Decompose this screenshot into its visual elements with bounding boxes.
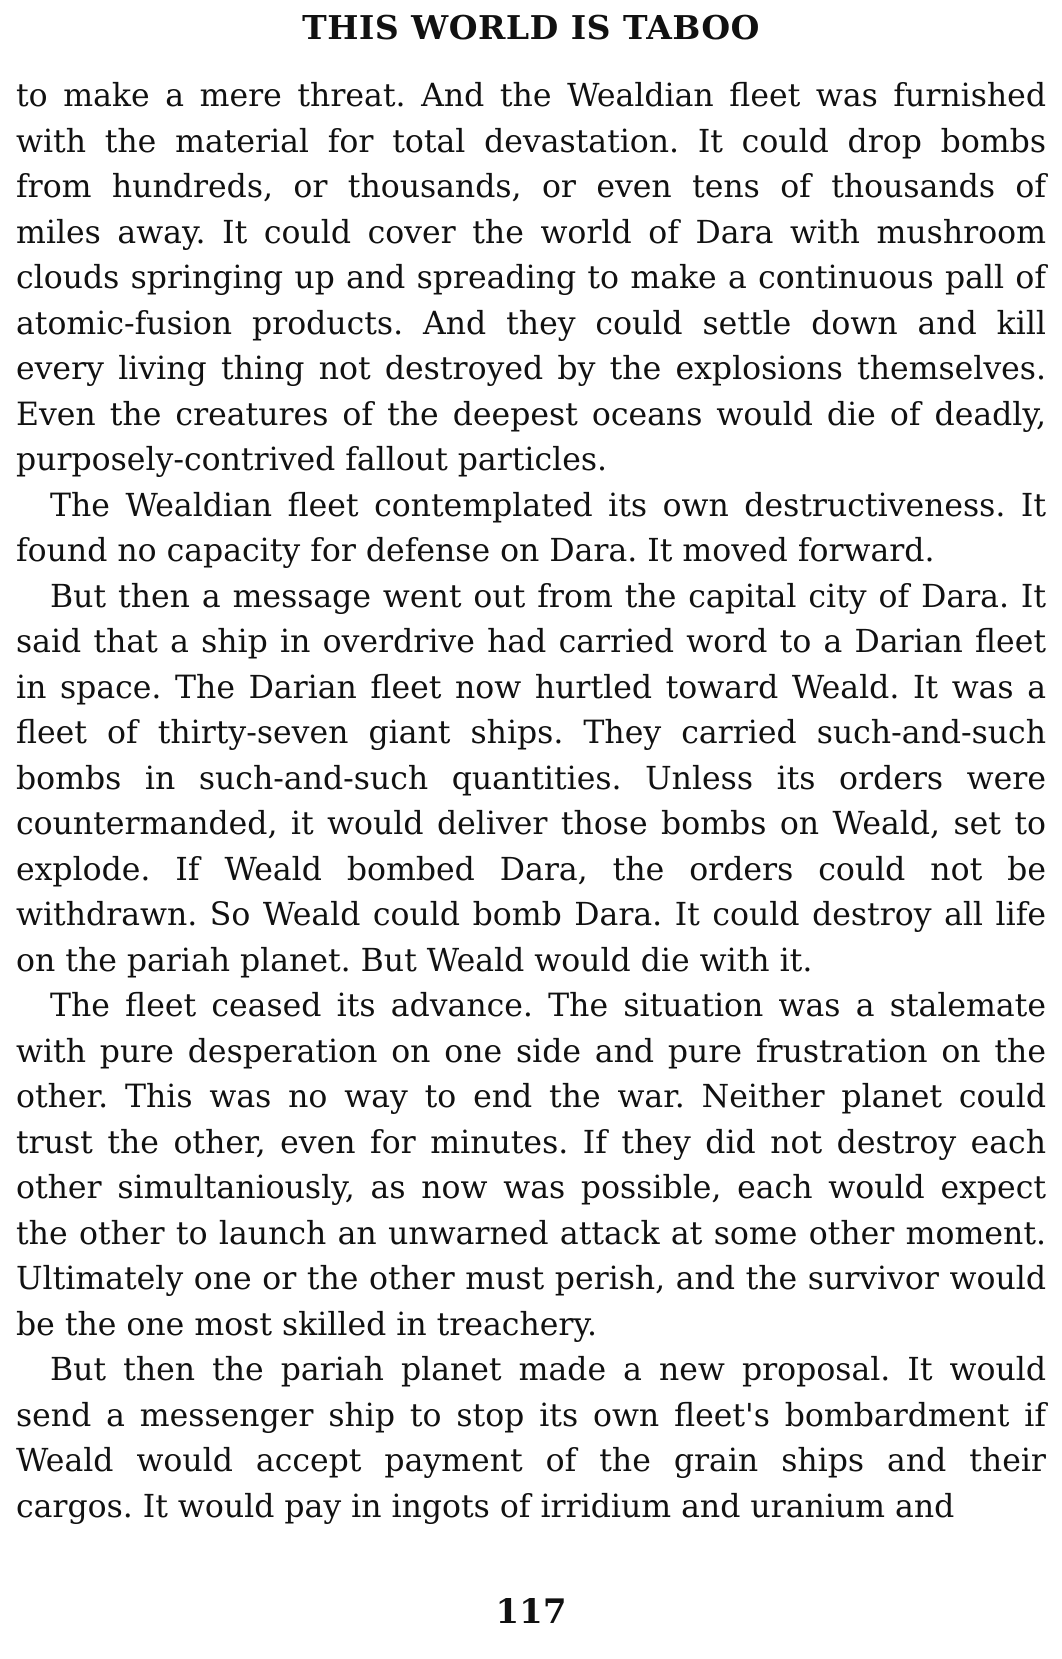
- paragraph: The Wealdian fleet contemplated its own destructiveness. It found no capacity for defense on Dara. It moved forward.: [16, 487, 1046, 569]
- page-number: 117: [495, 1592, 567, 1632]
- paragraph-continued: to make a mere threat. And the Wealdian fleet was furnished with the material for total devastation. It could drop bombs from hundreds, or thousands, or even tens of thousands of miles away. It could cover the world of Dara with mushroom clouds springing up and spreading to make a continuous pall of atomic-fusion products. And they could settle down and kill every living thing not destroyed by the explosions themselves. Even the creatures of the deepest oceans would die of deadly, purposely-contrived fallout particles.: [16, 78, 1046, 478]
- body-text: [16, 74, 1046, 1530]
- paragraph: But then the pariah planet made a new proposal. It would send a messenger ship to stop its own fleet's bombardment if Weald would accept payment of the grain ships and their cargos. It would pay in ingots of irridium and uranium and: [16, 1352, 1046, 1525]
- paragraph: But then a message went out from the capital city of Dara. It said that a ship in overdrive had carried word to a Darian fleet in space. The Darian fleet now hurtled toward Weald. It was a fleet of thirty-seven giant ships. They carried such-and-such bombs in such-and-such quantities. Unless its orders were countermanded, it would deliver those bombs on Weald, set to explode. If Weald bombed Dara, the orders could not be withdrawn. So Weald could bomb Dara. It could destroy all life on the pariah planet. But Weald would die with it.: [16, 578, 1046, 979]
- running-head: THIS WORLD IS TABOO: [302, 8, 760, 47]
- paragraph: The fleet ceased its advance. The situation was a stalemate with pure desperation on one side and pure frustration on the other. This was no way to end the war. Neither planet could trust the other, even for minutes. If they did not destroy each other simultaniously, as now was possible, each would expect the other to launch an unwarned attack at some other moment. Ultimately one or the other must perish, and the survivor would be the one most skilled in treachery.: [16, 988, 1046, 1343]
